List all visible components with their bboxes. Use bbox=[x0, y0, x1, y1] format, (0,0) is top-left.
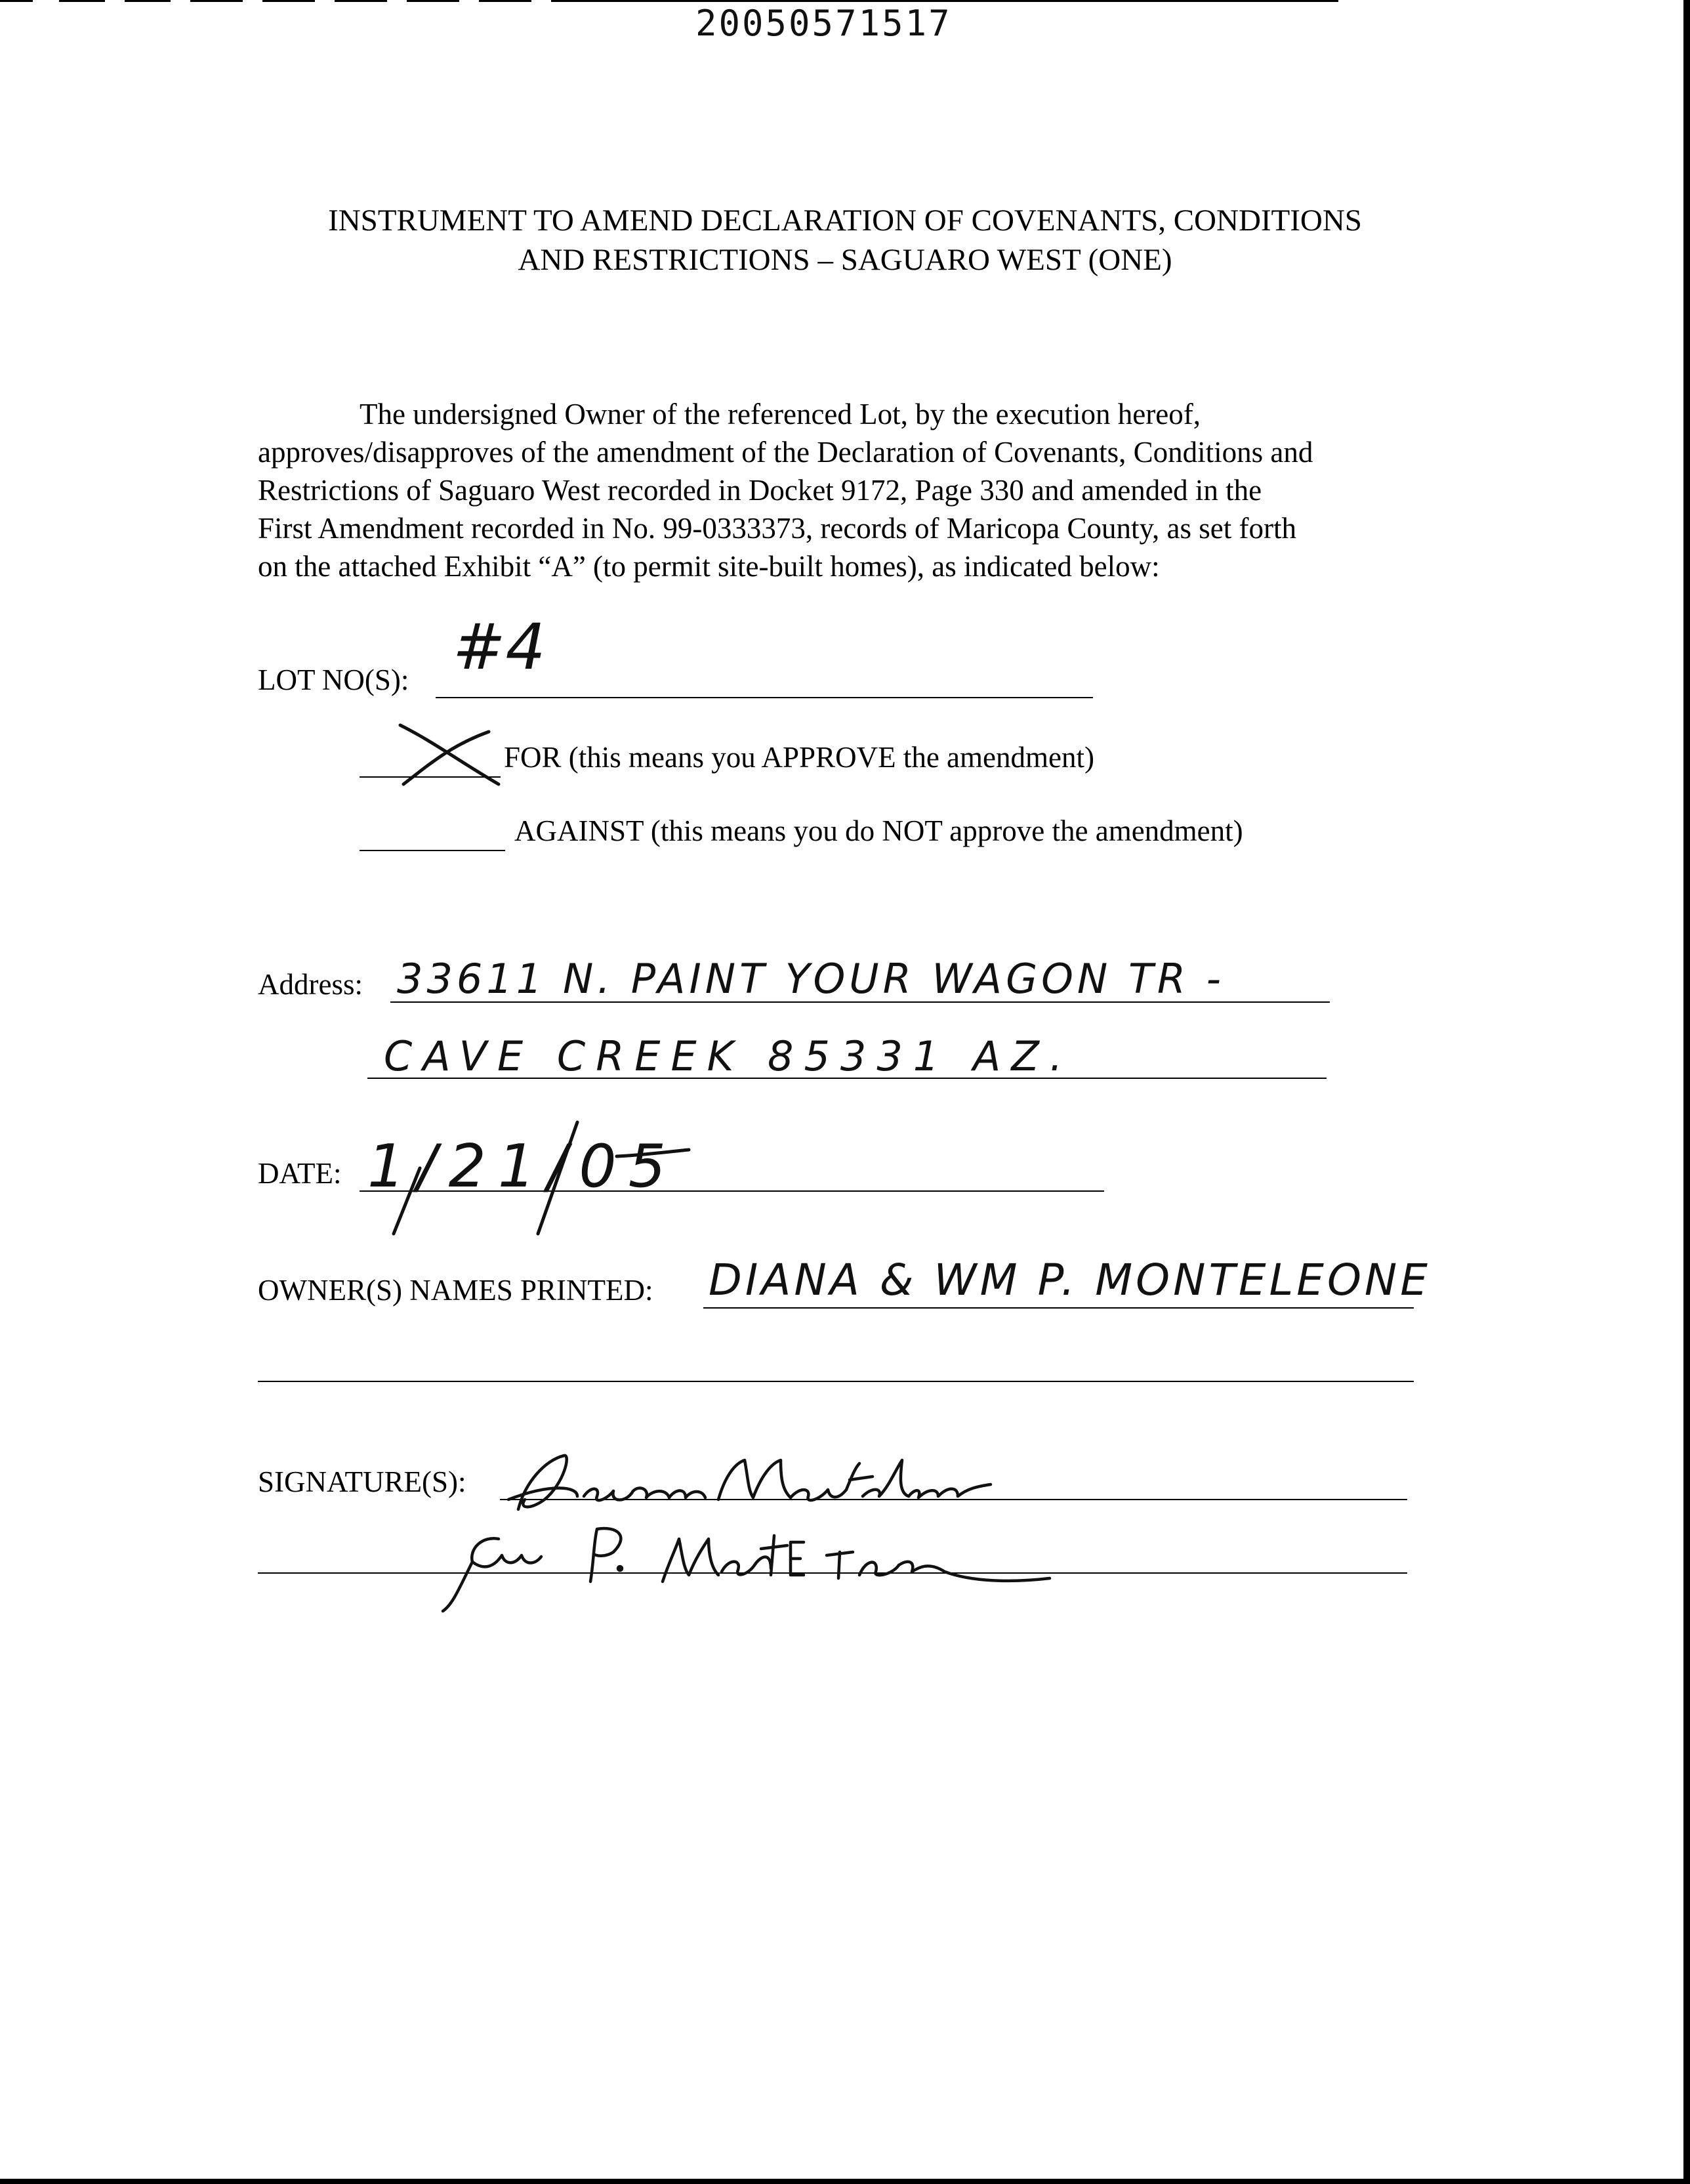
for-check-line bbox=[360, 776, 501, 778]
signatures-label: SIGNATURE(S): bbox=[258, 1465, 466, 1498]
title-line-2: AND RESTRICTIONS – SAGUARO WEST (ONE) bbox=[518, 243, 1172, 277]
paragraph-line: The undersigned Owner of the referenced Lot, by the execution hereof, bbox=[360, 398, 1201, 430]
lot-number-value[interactable]: #4 bbox=[453, 610, 546, 684]
for-option-label: FOR (this means you APPROVE the amendment) bbox=[504, 741, 1094, 774]
lot-number-label: LOT NO(S): bbox=[258, 663, 409, 696]
paragraph-line: on the attached Exhibit “A” (to permit site-built homes), as indicated below: bbox=[258, 550, 1160, 583]
date-value[interactable]: 1/21/05 bbox=[367, 1132, 678, 1201]
owners-names-value[interactable]: DIANA & WM P. MONTELEONE bbox=[709, 1255, 1432, 1305]
address-line-2-value[interactable]: CAVE CREEK 85331 AZ. bbox=[384, 1032, 1073, 1080]
signature-line-1 bbox=[500, 1499, 1407, 1500]
paragraph-line: Restrictions of Saguaro West recorded in Docket 9172, Page 330 and amended in the bbox=[258, 474, 1262, 507]
paragraph-line: First Amendment recorded in No. 99-0333373, records of Maricopa County, as set forth bbox=[258, 512, 1296, 545]
against-option-label: AGAINST (this means you do NOT approve the amendment) bbox=[514, 814, 1243, 847]
recording-number: 20050571517 bbox=[695, 3, 952, 44]
lot-number-line bbox=[436, 697, 1093, 698]
owners-names-label: OWNER(S) NAMES PRINTED: bbox=[258, 1274, 653, 1307]
address-label: Address: bbox=[258, 968, 363, 1001]
date-label: DATE: bbox=[258, 1157, 342, 1190]
signature-line-2 bbox=[258, 1572, 1407, 1574]
signature-1-image[interactable] bbox=[508, 1456, 991, 1509]
for-x-mark[interactable] bbox=[400, 725, 499, 784]
title-line-1: INSTRUMENT TO AMEND DECLARATION OF COVENANTS, CONDITIONS bbox=[328, 203, 1362, 238]
scan-bottom-border bbox=[0, 2179, 1690, 2184]
scan-top-dashes bbox=[0, 0, 1378, 5]
owners-names-line-1 bbox=[703, 1307, 1414, 1309]
against-check-line bbox=[360, 850, 505, 851]
document-title bbox=[0, 201, 1690, 280]
amendment-paragraph bbox=[258, 395, 1439, 585]
owners-names-line-2 bbox=[258, 1381, 1414, 1382]
scan-right-border bbox=[1683, 0, 1690, 2184]
signature-2-image[interactable] bbox=[443, 1528, 1050, 1611]
address-line-1-value[interactable]: 33611 N. PAINT YOUR WAGON TR - bbox=[397, 955, 1226, 1003]
paragraph-line: approves/disapproves of the amendment of the Declaration of Covenants, Conditions and bbox=[258, 436, 1313, 469]
